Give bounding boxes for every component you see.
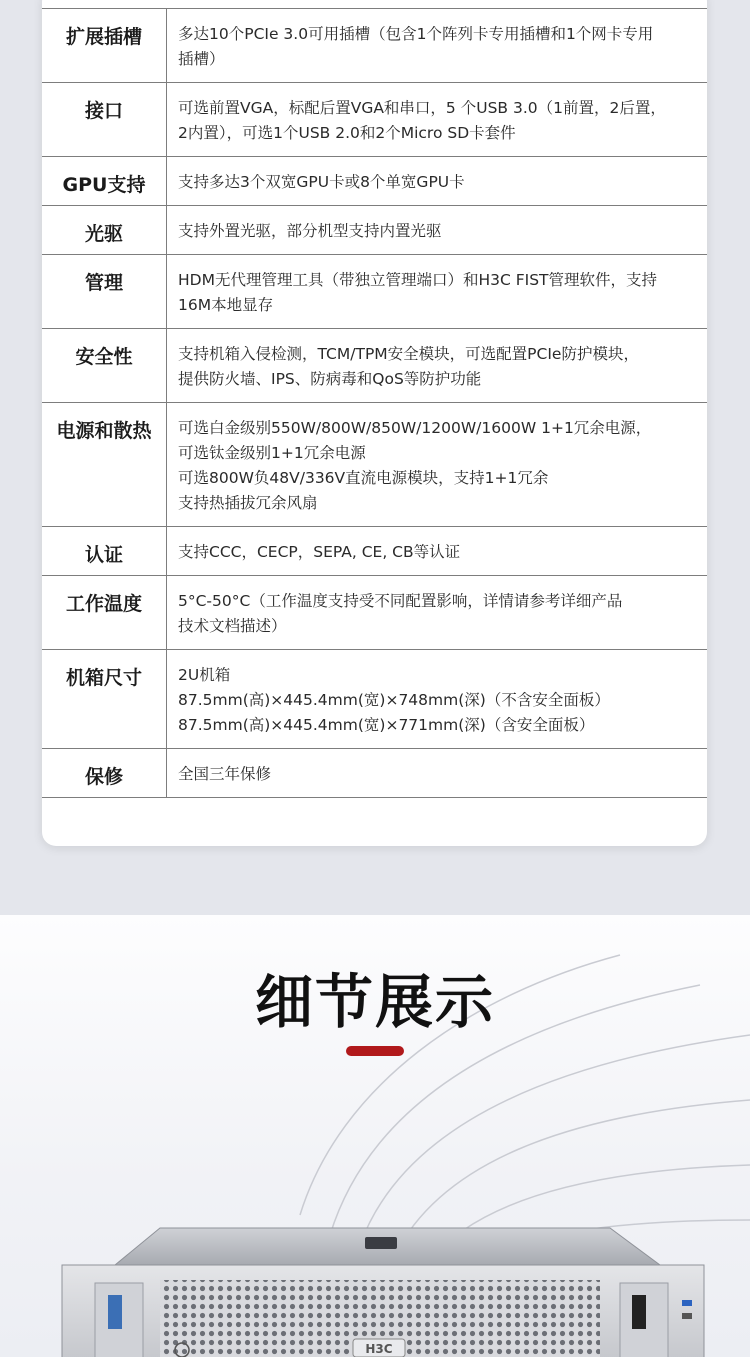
detail-section (0, 915, 750, 1357)
spec-value-line: 插槽） (178, 50, 225, 68)
spec-value-line: 可选800W负48V/336V直流电源模块，支持1+1冗余 (178, 469, 549, 487)
spec-value-line: 5°C-50°C（工作温度支持受不同配置影响，详情请参考详细产品 (178, 592, 623, 610)
spec-key: 安全性 (42, 329, 167, 403)
spec-row (42, 576, 707, 650)
spec-value-line: 87.5mm(高)×445.4mm(宽)×771mm(深)（含安全面板） (178, 716, 595, 734)
spec-key: 认证 (42, 527, 167, 576)
spec-key: 光驱 (42, 206, 167, 255)
spec-value (167, 403, 708, 527)
spec-table (42, 8, 707, 798)
spec-value-line: 提供防火墙、IPS、防病毒和QoS等防护功能 (178, 370, 482, 388)
spec-value-line: 2U机箱 (178, 666, 231, 684)
spec-value-line: 可选钛金级别1+1冗余电源 (178, 444, 366, 462)
spec-value (167, 9, 708, 83)
spec-value (167, 206, 708, 255)
spec-value-line: 多达10个PCIe 3.0可用插槽（包含1个阵列卡专用插槽和1个网卡专用 (178, 25, 654, 43)
spec-value-line: 2内置），可选1个USB 2.0和2个Micro SD卡套件 (178, 124, 516, 142)
spec-value-line: 支持外置光驱，部分机型支持内置光驱 (178, 222, 442, 240)
spec-value-line: 技术文档描述） (178, 617, 287, 635)
spec-value-line: 可选前置VGA，标配后置VGA和串口，5 个USB 3.0（1前置，2后置， (178, 99, 666, 117)
spec-row (42, 157, 707, 206)
spec-value (167, 576, 708, 650)
spec-key: 工作温度 (42, 576, 167, 650)
spec-row (42, 650, 707, 749)
spec-key: GPU支持 (42, 157, 167, 206)
spec-key: 保修 (42, 749, 167, 798)
spec-row (42, 255, 707, 329)
spec-value-line: 支持多达3个双宽GPU卡或8个单宽GPU卡 (178, 173, 465, 191)
spec-key: 接口 (42, 83, 167, 157)
detail-title: 细节展示 (254, 968, 495, 1036)
spec-value (167, 255, 708, 329)
spec-value-line: 支持机箱入侵检测，TCM/TPM安全模块，可选配置PCIe防护模块， (178, 345, 639, 363)
spec-value-line: 支持热插拔冗余风扇 (178, 494, 318, 512)
spec-value (167, 527, 708, 576)
spec-row (42, 527, 707, 576)
server-product-image (0, 915, 750, 1357)
spec-value-line: 全国三年保修 (178, 765, 272, 783)
spec-key: 扩展插槽 (42, 9, 167, 83)
spec-value-line: 可选白金级别550W/800W/850W/1200W/1600W 1+1冗余电源， (178, 419, 652, 437)
spec-value-line: 支持CCC，CECP，SEPA, CE, CB等认证 (178, 543, 461, 561)
spec-key: 管理 (42, 255, 167, 329)
spec-row (42, 749, 707, 798)
spec-value-line: 87.5mm(高)×445.4mm(宽)×748mm(深)（不含安全面板） (178, 691, 610, 709)
spec-row (42, 403, 707, 527)
spec-row (42, 329, 707, 403)
spec-value (167, 157, 708, 206)
spec-value-line: HDM无代理管理工具（带独立管理端口）和H3C FIST管理软件，支持 (178, 271, 658, 289)
brand-logo: H3C (365, 1342, 393, 1356)
top-handle-slot (365, 1237, 397, 1249)
spec-value (167, 329, 708, 403)
spec-row (42, 206, 707, 255)
spec-value (167, 749, 708, 798)
spec-key: 电源和散热 (42, 403, 167, 527)
spec-row (42, 9, 707, 83)
spec-row (42, 83, 707, 157)
spec-value (167, 83, 708, 157)
spec-key: 机箱尺寸 (42, 650, 167, 749)
spec-value (167, 650, 708, 749)
spec-value-line: 16M本地显存 (178, 296, 274, 314)
